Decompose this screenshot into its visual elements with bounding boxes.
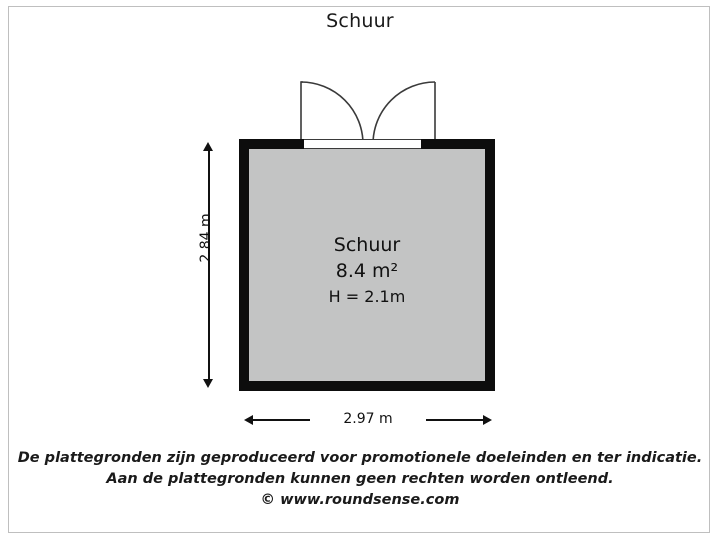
disclaimer-line-2: Aan de plattegronden kunnen geen rechten worden ontleend. xyxy=(106,471,614,487)
room-label xyxy=(249,232,485,310)
page-title: Schuur xyxy=(326,10,394,32)
vertical-dimension-label: 2.84 m xyxy=(198,213,214,263)
room-name: Schuur xyxy=(333,234,401,256)
horizontal-dimension-arrow-left xyxy=(244,415,253,425)
door-swing-arcs xyxy=(296,78,440,144)
horizontal-dimension-label: 2.97 m xyxy=(310,411,426,427)
disclaimer xyxy=(0,448,720,511)
vertical-dimension-arrow-top xyxy=(203,142,213,151)
door-jamb-right xyxy=(421,139,430,149)
copyright-line: © www.roundsense.com xyxy=(260,492,460,508)
vertical-dimension-arrow-bottom xyxy=(203,379,213,388)
door-opening xyxy=(298,139,424,149)
disclaimer-line-1: De plattegronden zijn geproduceerd voor promotionele doeleinden en ter indicatie. xyxy=(17,450,703,466)
door-jamb-left xyxy=(295,139,304,149)
horizontal-dimension-arrow-right xyxy=(483,415,492,425)
room-area: 8.4 m² xyxy=(335,260,399,282)
room-height: H = 2.1m xyxy=(328,287,406,306)
